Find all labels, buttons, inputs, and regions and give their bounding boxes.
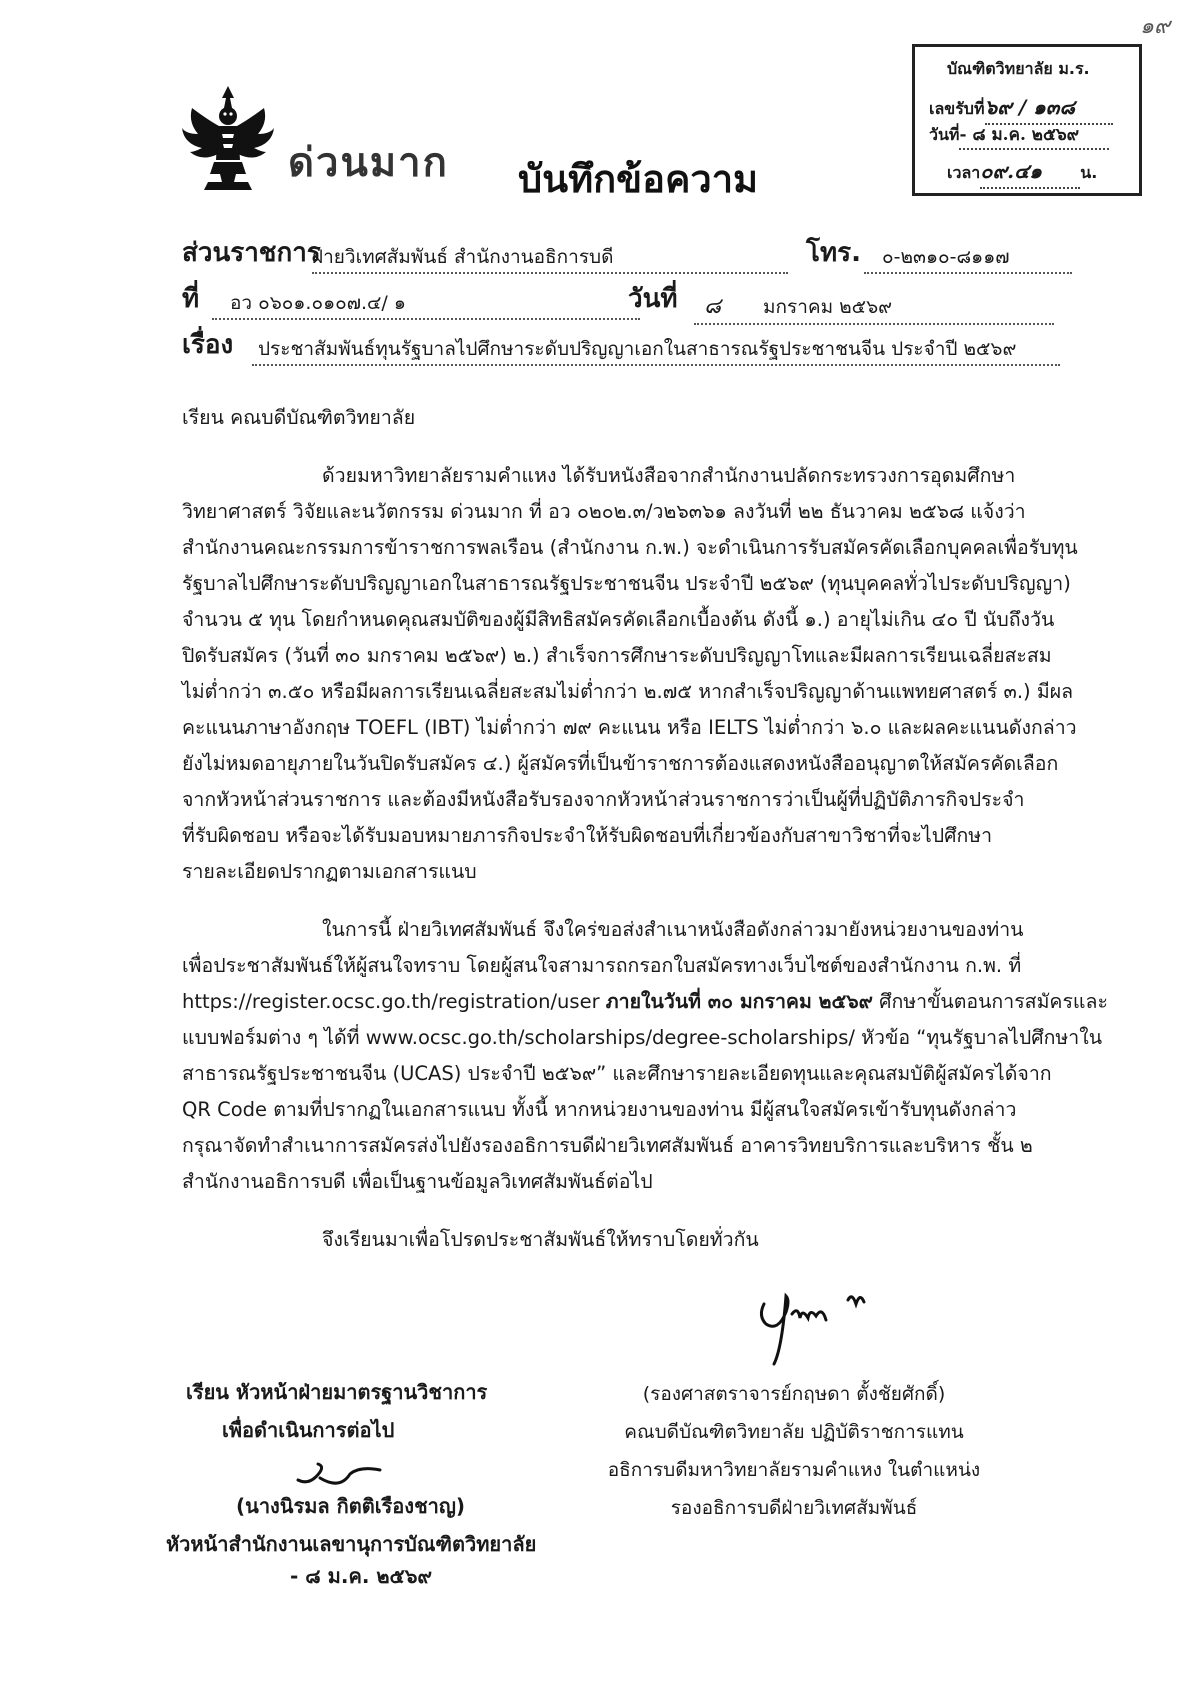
endorsement-line: เรียน หัวหน้าฝ่ายมาตรฐานวิชาการ — [186, 1380, 488, 1404]
body-line: สาธารณรัฐประชาชนจีน (UCAS) ประจำปี ๒๕๖๙” และศึกษารายละเอียดทุนและคุณสมบัติผู้สมัครได้จาก — [182, 1062, 1052, 1085]
signatory-title: อธิการบดีมหาวิทยาลัยรามคำแหง ในตำแหน่ง — [607, 1459, 981, 1481]
stamp-date-label: วันที่ — [929, 125, 960, 144]
body-line: วิทยาศาสตร์ วิจัยและนวัตกรรม ด่วนมาก ที่ อว ๐๒๐๒.๓/ว๒๖๓๖๑ ลงวันที่ ๒๒ ธันวาคม ๒๕๖๘ แจ้งว่า — [182, 500, 1026, 523]
signature-image — [752, 1278, 932, 1370]
stamp-time-row — [947, 155, 1097, 189]
body-line: ที่รับผิดชอบ หรือจะได้รับมอบหมายภารกิจประจำให้รับผิดชอบที่เกี่ยวข้องกับสาขาวิชาที่จะไปศึกษา — [182, 824, 993, 847]
urgency-label: ด่วนมาก — [288, 140, 449, 186]
body-line: ด้วยมหาวิทยาลัยรามคำแหง ได้รับหนังสือจากสำนักงานปลัดกระทรวงการอุดมศึกษา — [322, 464, 1016, 487]
endorsement-name: (นางนิรมล กิตติเรืองชาญ) — [236, 1494, 466, 1518]
body-line: สำนักงานอธิการบดี เพื่อเป็นฐานข้อมูลวิเทศสัมพันธ์ต่อไป — [182, 1170, 653, 1193]
endorsement-date: - ๘ ม.ค. ๒๕๖๙ — [290, 1564, 433, 1588]
body-line: ยังไม่หมดอายุภายในวันปิดรับสมัคร ๔.) ผู้สมัครที่เป็นข้าราชการต้องแสดงหนังสืออนุญาตให้สมัครคัดเลือก — [182, 752, 1059, 775]
closing-line: จึงเรียนมาเพื่อโปรดประชาสัมพันธ์ให้ทราบโดยทั่วกัน — [322, 1228, 759, 1251]
registration-url-link[interactable]: https://register.ocsc.go.th/registration/user — [182, 990, 600, 1013]
date-label: วันที่ — [628, 284, 678, 314]
stamp-reg-number: ๖๙ / ๑๓๘ — [985, 91, 1113, 125]
tel-label: โทร. — [806, 238, 861, 268]
body-line: ปิดรับสมัคร (วันที่ ๓๐ มกราคม ๒๕๖๙) ๒.) สำเร็จการศึกษาระดับปริญญาโทและมีผลการเรียนเฉลี่ยสะสม — [182, 644, 1052, 667]
body-line: คะแนนภาษาอังกฤษ TOEFL (IBT) ไม่ต่ำกว่า ๗๙ คะแนน หรือ IELTS ไม่ต่ำกว่า ๖.๐ และผลคะแนนดังกล่าว — [182, 716, 1077, 739]
ref-label: ที่ — [182, 284, 200, 314]
body-line-rest: ศึกษาขั้นตอนการสมัครและ — [879, 990, 1108, 1013]
page-number: ๑๙ — [1140, 14, 1171, 39]
stamp-time-unit: น. — [1080, 163, 1098, 182]
deadline-text: ภายในวันที่ ๓๐ มกราคม ๒๕๖๙ — [605, 990, 873, 1013]
endorsement-line: เพื่อดำเนินการต่อไป — [222, 1418, 395, 1442]
signatory-name: (รองศาสตราจารย์กฤษดา ตั้งชัยศักดิ์) — [642, 1383, 946, 1405]
body-line: ไม่ต่ำกว่า ๓.๕๐ หรือมีผลการเรียนเฉลี่ยสะสมไม่ต่ำกว่า ๒.๗๕ หากสำเร็จปริญญาด้านแพทยศาสตร์ ๓.) มีผล — [182, 680, 1074, 703]
body-line: จำนวน ๕ ทุน โดยกำหนดคุณสมบัติของผู้มีสิทธิสมัครคัดเลือกเบื้องต้น ดังนี้ ๑.) อายุไม่เกิน ๔๐ ปี นับถึงวัน — [182, 608, 1055, 631]
body-line: สำนักงานคณะกรรมการข้าราชการพลเรือน (สำนักงาน ก.พ.) จะดำเนินการรับสมัครคัดเลือกบุคคลเพื่อรับทุน — [182, 536, 1078, 559]
body-line: เพื่อประชาสัมพันธ์ให้ผู้สนใจทราบ โดยผู้สนใจสามารถกรอกใบสมัครทางเว็บไซต์ของสำนักงาน ก.พ. ที่ — [182, 954, 1022, 977]
stamp-reg-label: เลขรับที่ — [929, 99, 985, 118]
body-line: รายละเอียดปรากฏตามเอกสารแนบ — [182, 860, 477, 883]
stamp-time-label: เวลา — [947, 163, 981, 182]
body-line: รัฐบาลไปศึกษาระดับปริญญาเอกในสาธารณรัฐประชาชนจีน ประจำปี ๒๕๖๙ (ทุนบุคคลทั่วไประดับปริญญา) — [182, 572, 1071, 595]
ref-value: อว ๐๖๐๑.๐๑๐๗.๔/ ๑ — [212, 288, 640, 320]
garuda-emblem-icon — [178, 82, 278, 194]
body-line: จากหัวหน้าส่วนราชการ และต้องมีหนังสือรับรองจากหัวหน้าส่วนราชการว่าเป็นผู้ที่ปฏิบัติภารกิจประจำ — [182, 788, 1025, 811]
stamp-org: บัณฑิตวิทยาลัย ม.ร. — [947, 59, 1090, 78]
dept-value: ฝ่ายวิเทศสัมพันธ์ สำนักงานอธิการบดี — [312, 242, 788, 274]
stamp-date-value: - ๘ ม.ค. ๒๕๖๙ — [959, 121, 1109, 150]
dept-label: ส่วนราชการ — [182, 238, 321, 268]
body-line: แบบฟอร์มต่าง ๆ ได้ที่ www.ocsc.go.th/scholarships/degree-scholarships/ หัวข้อ “ทุนรัฐบาลไปศึกษาใน — [182, 1026, 1103, 1049]
date-month-year: มกราคม ๒๕๖๙ — [762, 296, 893, 318]
subject-value: ประชาสัมพันธ์ทุนรัฐบาลไปศึกษาระดับปริญญาเอกในสาธารณรัฐประชาชนจีน ประจำปี ๒๕๖๙ — [252, 334, 1060, 366]
receipt-stamp — [912, 44, 1142, 196]
subject-label: เรื่อง — [182, 330, 234, 360]
body-line: ในการนี้ ฝ่ายวิเทศสัมพันธ์ จึงใคร่ขอส่งสำเนาหนังสือดังกล่าวมายังหน่วยงานของท่าน — [322, 918, 1024, 941]
salutation: เรียน คณบดีบัณฑิตวิทยาลัย — [182, 406, 416, 429]
endorsement-title: หัวหน้าสำนักงานเลขานุการบัณฑิตวิทยาลัย — [166, 1532, 537, 1556]
tel-value: ๐-๒๓๑๐-๘๑๑๗ — [864, 242, 1072, 274]
stamp-reg-row — [929, 91, 1113, 125]
body-line: กรุณาจัดทำสำเนาการสมัครส่งไปยังรองอธิการบดีฝ่ายวิเทศสัมพันธ์ อาคารวิทยบริการและบริหาร ชั้น ๒ — [182, 1134, 1033, 1157]
stamp-date-row — [929, 121, 1109, 150]
memo-title: บันทึกข้อความ — [518, 157, 759, 201]
signatory-title: รองอธิการบดีฝ่ายวิเทศสัมพันธ์ — [670, 1497, 918, 1519]
stamp-time-value: ๐๙.๔๑ — [980, 155, 1080, 189]
date-day: ๘ — [704, 294, 721, 319]
body-line — [182, 984, 1108, 1020]
date-value-row — [694, 288, 1054, 325]
signatory-title: คณบดีบัณฑิตวิทยาลัย ปฏิบัติราชการแทน — [624, 1421, 964, 1443]
body-line: QR Code ตามที่ปรากฏในเอกสารแนบ ทั้งนี้ หากหน่วยงานของท่าน มีผู้สนใจสมัครเข้ารับทุนดังกล่าว — [182, 1098, 1017, 1121]
